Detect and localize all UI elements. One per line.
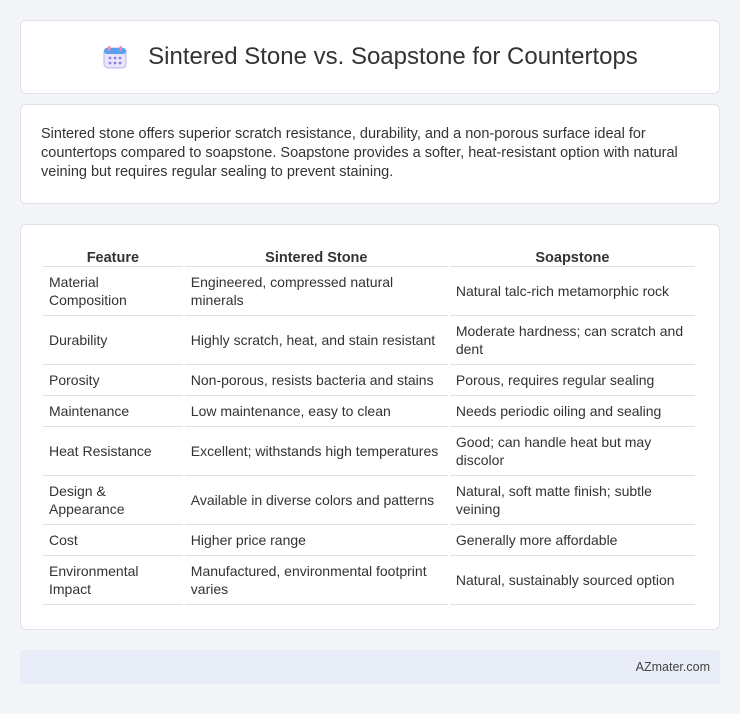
soapstone-cell: Natural, sustainably sourced option bbox=[450, 556, 695, 605]
sintered-cell: Engineered, compressed natural minerals bbox=[185, 267, 448, 316]
soapstone-cell: Moderate hardness; can scratch and dent bbox=[450, 316, 695, 365]
table-row bbox=[43, 427, 695, 476]
sintered-cell: Higher price range bbox=[185, 525, 448, 556]
sintered-cell: Excellent; withstands high temperatures bbox=[185, 427, 448, 476]
page-title: Sintered Stone vs. Soapstone for Countertops bbox=[148, 43, 638, 70]
table-row bbox=[43, 476, 695, 525]
feature-cell: Cost bbox=[43, 525, 183, 556]
feature-cell: Heat Resistance bbox=[43, 427, 183, 476]
soapstone-cell: Generally more affordable bbox=[450, 525, 695, 556]
summary-text: Sintered stone offers superior scratch resistance, durability, and a non-porous surface ideal for countertops compared to soapstone. Soapstone provides a softer, heat-resistant option with natural veining but requires regular sealing to prevent staining. bbox=[41, 126, 678, 180]
table-row bbox=[43, 316, 695, 365]
footer-brand[interactable]: AZmater.com bbox=[635, 660, 710, 674]
header-soapstone: Soapstone bbox=[450, 245, 695, 267]
sintered-cell: Highly scratch, heat, and stain resistant bbox=[185, 316, 448, 365]
header-feature: Feature bbox=[43, 245, 183, 267]
feature-cell: Maintenance bbox=[43, 396, 183, 427]
feature-cell: Durability bbox=[43, 316, 183, 365]
table-row bbox=[43, 267, 695, 316]
table-row bbox=[43, 396, 695, 427]
sintered-cell: Non-porous, resists bacteria and stains bbox=[185, 365, 448, 396]
sintered-cell: Available in diverse colors and patterns bbox=[185, 476, 448, 525]
comparison-table bbox=[41, 245, 697, 605]
sintered-cell: Low maintenance, easy to clean bbox=[185, 396, 448, 427]
sintered-cell: Manufactured, environmental footprint varies bbox=[185, 556, 448, 605]
soapstone-cell: Porous, requires regular sealing bbox=[450, 365, 695, 396]
comparison-table-card bbox=[20, 224, 720, 630]
summary-card bbox=[20, 104, 720, 204]
table-row bbox=[43, 365, 695, 396]
soapstone-cell: Needs periodic oiling and sealing bbox=[450, 396, 695, 427]
footer-bar bbox=[20, 650, 720, 684]
table-row bbox=[43, 556, 695, 605]
feature-cell: Design & Appearance bbox=[43, 476, 183, 525]
feature-cell: Porosity bbox=[43, 365, 183, 396]
feature-cell: Environmental Impact bbox=[43, 556, 183, 605]
feature-cell: Material Composition bbox=[43, 267, 183, 316]
soapstone-cell: Good; can handle heat but may discolor bbox=[450, 427, 695, 476]
title-wrap bbox=[102, 43, 638, 71]
header-card bbox=[20, 20, 720, 94]
soapstone-cell: Natural talc-rich metamorphic rock bbox=[450, 267, 695, 316]
table-row bbox=[43, 525, 695, 556]
soapstone-cell: Natural, soft matte finish; subtle veining bbox=[450, 476, 695, 525]
header-sintered-stone: Sintered Stone bbox=[185, 245, 448, 267]
calendar-icon bbox=[102, 44, 128, 70]
table-header-row bbox=[43, 245, 695, 267]
